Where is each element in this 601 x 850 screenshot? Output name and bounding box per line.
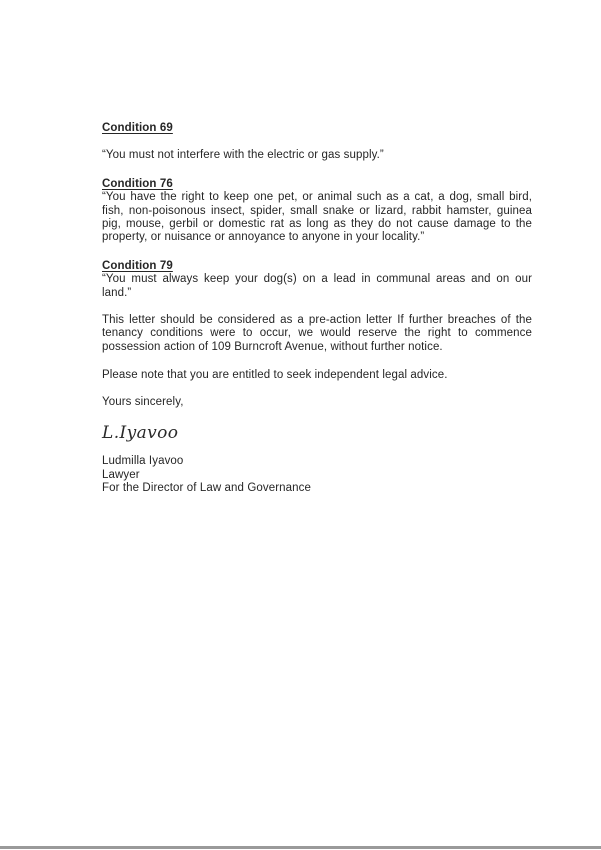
condition-69-heading: Condition 69 — [102, 122, 173, 134]
condition-76-body: “You have the right to keep one pet, or animal such as a cat, a dog, small bird, fish, non-poisonous insect, spider, small snake or lizard, rabbit hamster, guinea pig, mouse, gerbil or domestic rat as long as they do not cause damage to the property, or nuisance or annoyance to anyone in your locality.” — [102, 191, 532, 244]
signatory-title: Lawyer — [102, 468, 140, 481]
closing-salutation: Yours sincerely, — [102, 395, 184, 408]
handwritten-signature: L.Iyavoo — [102, 423, 179, 444]
legal-advice-paragraph: Please note that you are entitled to seek independent legal advice. — [102, 369, 448, 382]
condition-79-body: “You must always keep your dog(s) on a lead in communal areas and on our land.” — [102, 273, 532, 299]
condition-69-body: “You must not interfere with the electric or gas supply.” — [102, 149, 384, 162]
signatory-on-behalf-of: For the Director of Law and Governance — [102, 481, 311, 494]
letter-body — [102, 122, 532, 495]
pre-action-paragraph: This letter should be considered as a pre-action letter If further breaches of the tenancy conditions were to occur, we would reserve the right to commence possession action of 109 Burncroft Avenue, without further notice. — [102, 314, 532, 353]
condition-79-heading: Condition 79 — [102, 259, 173, 272]
signatory-name: Ludmilla Iyavoo — [102, 455, 184, 468]
condition-76-heading: Condition 76 — [102, 177, 173, 190]
scan-edge-bar — [0, 846, 601, 849]
signatory-block — [102, 455, 532, 495]
